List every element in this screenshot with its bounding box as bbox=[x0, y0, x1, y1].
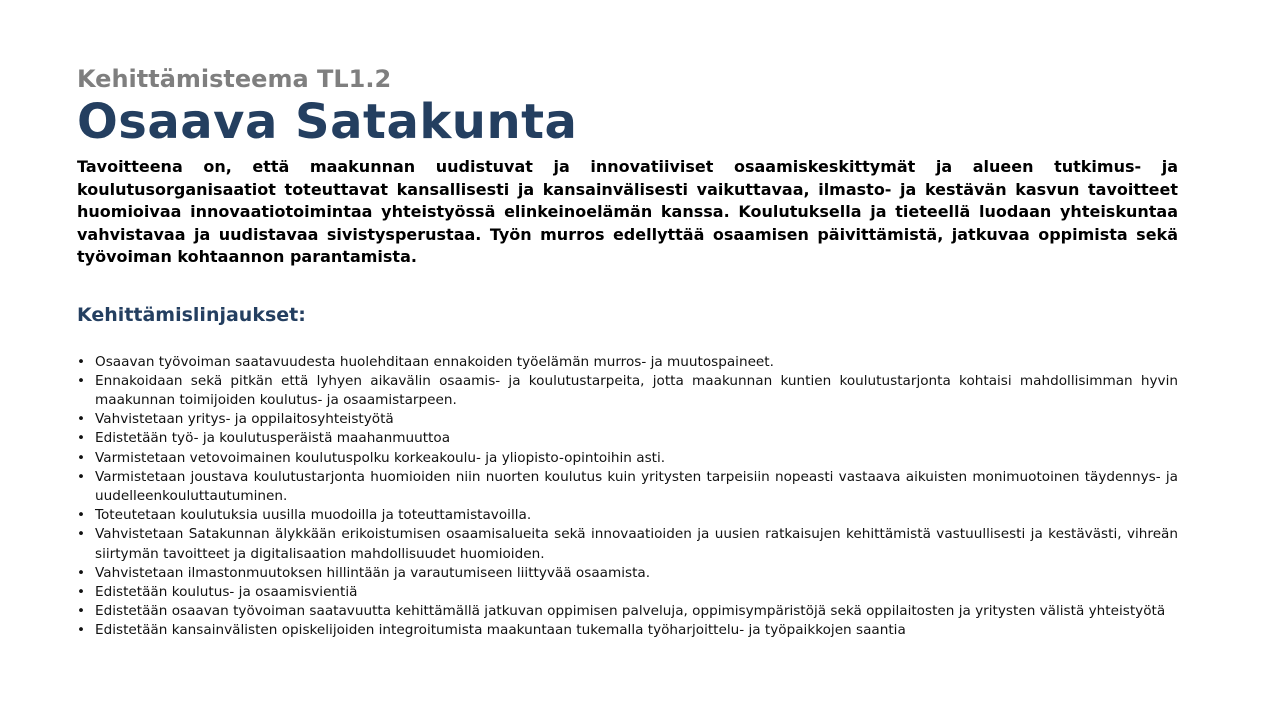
intro-paragraph: Tavoitteena on, että maakunnan uudistuvat ja innovatiiviset osaamiskeskittymät ja alueen tutkimus- ja koulutusorganisaatiot toteuttavat kansallisesti ja kansainvälisesti vaikuttavaa, ilmasto- ja kestävän kasvun tavoitteet huomioivaa innovaatiotoimintaa yhteistyössä elinkeinoelämän kanssa. Koulutuksella ja tieteellä luodaan yhteiskuntaa vahvistavaa ja uudistavaa sivistysperustaa. Työn murros edellyttää osaamisen päivittämistä, jatkuvaa oppimista sekä työvoiman kohtaannon parantamista. bbox=[77, 157, 1178, 266]
list-item bbox=[77, 372, 1178, 410]
bullet-icon: • bbox=[77, 583, 86, 600]
list-item bbox=[77, 602, 1178, 621]
list-item bbox=[77, 621, 1178, 640]
list-item bbox=[77, 353, 1178, 372]
slide bbox=[77, 64, 1178, 641]
list-item bbox=[77, 410, 1178, 429]
bullet-icon: • bbox=[77, 372, 86, 389]
list-item-text: Ennakoidaan sekä pitkän että lyhyen aikavälin osaamis- ja koulutustarpeita, jotta maakunnan kuntien koulutustarjonta kohtaisi mahdollisimman hyvin maakunnan toimijoiden koulutus- ja osaamistarpeen. bbox=[95, 372, 1178, 408]
list-item bbox=[77, 449, 1178, 468]
bullet-icon: • bbox=[77, 507, 86, 524]
list-item-text: Edistetään kansainvälisten opiskelijoiden integroitumista maakuntaan tukemalla työharjoittelu- ja työpaikkojen saantia bbox=[95, 622, 906, 639]
list-item bbox=[77, 468, 1178, 506]
bullet-icon: • bbox=[77, 430, 86, 447]
bullet-icon: • bbox=[77, 449, 86, 466]
list-item-text: Varmistetaan joustava koulutustarjonta huomioiden niin nuorten koulutus kuin yritysten tarpeisiin nopeasti vastaava aikuisten monimuotoinen täydennys- ja uudelleenkouluttautuminen. bbox=[95, 468, 1178, 504]
list-item-text: Edistetään työ- ja koulutusperäistä maahanmuuttoa bbox=[95, 430, 451, 447]
list-item bbox=[77, 429, 1178, 448]
bullet-icon: • bbox=[77, 622, 86, 639]
list-item-text: Vahvistetaan ilmastonmuutoksen hillintään ja varautumiseen liittyvää osaamista. bbox=[95, 564, 651, 581]
list-item bbox=[77, 506, 1178, 525]
section-title: Kehittämislinjaukset: bbox=[77, 303, 306, 326]
list-item-text: Edistetään koulutus- ja osaamisvientiä bbox=[95, 583, 358, 600]
slide-title: Osaava Satakunta bbox=[77, 94, 578, 150]
bullet-icon: • bbox=[77, 468, 86, 485]
bullet-icon: • bbox=[77, 411, 86, 428]
list-item-text: Edistetään osaavan työvoiman saatavuutta kehittämällä jatkuvan oppimisen palveluja, oppimisympäristöjä sekä oppilaitosten ja yritysten välistä yhteistyötä bbox=[95, 603, 1166, 620]
list-item bbox=[77, 564, 1178, 583]
list-item bbox=[77, 525, 1178, 563]
bullet-icon: • bbox=[77, 564, 86, 581]
list-item bbox=[77, 583, 1178, 602]
slide-supertitle: Kehittämisteema TL1.2 bbox=[77, 65, 392, 93]
guideline-list bbox=[77, 353, 1178, 641]
bullet-icon: • bbox=[77, 353, 86, 370]
list-item-text: Vahvistetaan Satakunnan älykkään erikoistumisen osaamisalueita sekä innovaatioiden ja uusien ratkaisujen kehittämistä vastuullisesti ja kestävästi, vihreän siirtymän tavoitteet ja digitalisaation mahdollisuudet huomioiden. bbox=[95, 526, 1178, 562]
list-item-text: Vahvistetaan yritys- ja oppilaitosyhteistyötä bbox=[95, 411, 394, 428]
bullet-icon: • bbox=[77, 526, 86, 543]
list-item-text: Varmistetaan vetovoimainen koulutuspolku korkeakoulu- ja yliopisto-opintoihin asti. bbox=[95, 449, 666, 466]
list-item-text: Osaavan työvoiman saatavuudesta huolehditaan ennakoiden työelämän murros- ja muutospaineet. bbox=[95, 353, 774, 370]
bullet-icon: • bbox=[77, 603, 86, 620]
list-item-text: Toteutetaan koulutuksia uusilla muodoilla ja toteuttamistavoilla. bbox=[95, 507, 532, 524]
